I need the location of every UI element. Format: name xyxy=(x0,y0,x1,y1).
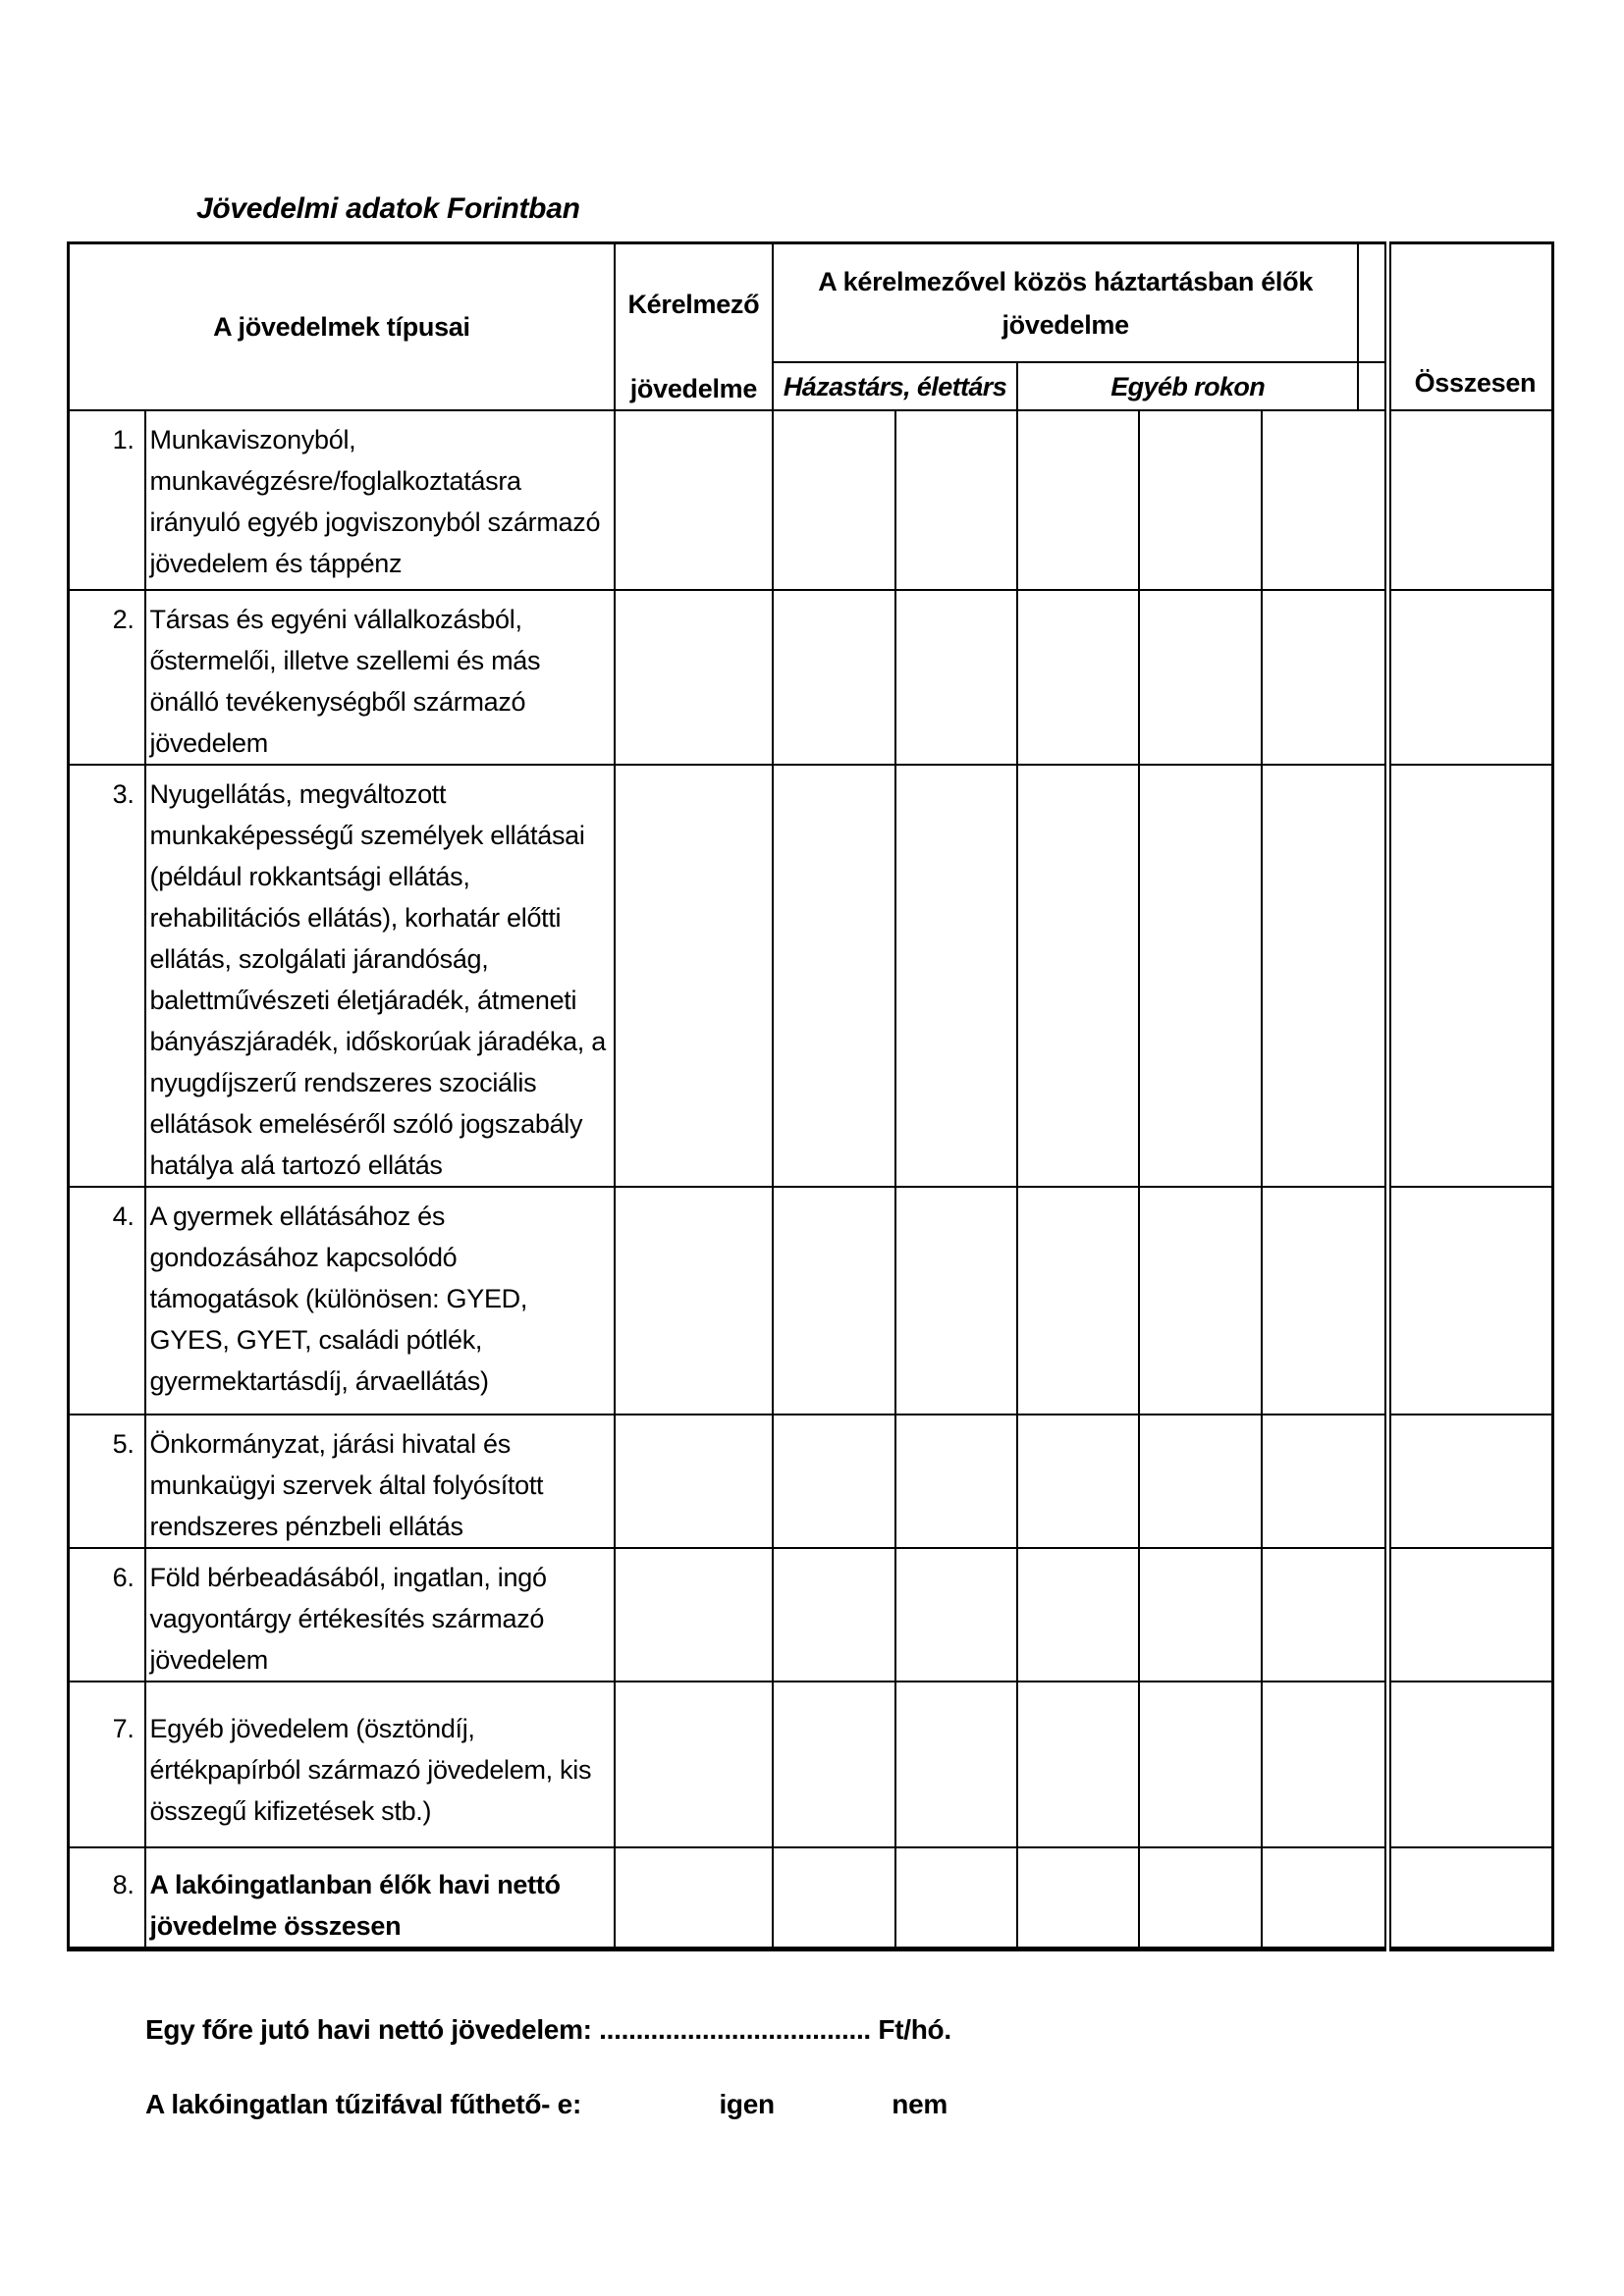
value-cell[interactable] xyxy=(1262,590,1387,765)
firewood-question-line xyxy=(145,2089,1624,2120)
value-cell[interactable] xyxy=(615,1682,773,1847)
value-cell[interactable] xyxy=(1139,410,1262,590)
value-cell-total[interactable] xyxy=(1387,1847,1552,1949)
value-cell[interactable] xyxy=(1017,1847,1139,1949)
value-cell[interactable] xyxy=(1139,1548,1262,1682)
value-cell-total[interactable] xyxy=(1387,765,1552,1187)
value-cell[interactable] xyxy=(773,1847,895,1949)
value-cell[interactable] xyxy=(1139,1847,1262,1949)
income-per-capita-line xyxy=(145,2014,1624,2046)
row-label: Munkaviszonyból, munkavégzésre/foglalkoztatásra irányuló egyéb jogviszonyból származó jövedelem és táppénz xyxy=(145,410,615,590)
row-label: A gyermek ellátásához és gondozásához kapcsolódó támogatások (különösen: GYED, GYES, GYET, családi pótlék, gyermektartásdíj, árvaellátás) xyxy=(145,1187,615,1415)
value-cell[interactable] xyxy=(1017,1682,1139,1847)
value-cell[interactable] xyxy=(1262,1548,1387,1682)
value-cell[interactable] xyxy=(1139,1415,1262,1548)
row-label: Egyéb jövedelem (ösztöndíj, értékpapírból származó jövedelem, kis összegű kifizetések stb.) xyxy=(145,1682,615,1847)
value-cell[interactable] xyxy=(615,1415,773,1548)
table-row xyxy=(69,1415,1553,1548)
value-cell-total[interactable] xyxy=(1387,1187,1552,1415)
value-cell[interactable] xyxy=(773,1548,895,1682)
row-number: 4. xyxy=(69,1187,145,1415)
value-cell[interactable] xyxy=(615,1847,773,1949)
value-cell[interactable] xyxy=(895,1682,1017,1847)
table-row xyxy=(69,410,1553,590)
value-cell[interactable] xyxy=(615,590,773,765)
row-number: 5. xyxy=(69,1415,145,1548)
page-title: Jövedelmi adatok Forintban xyxy=(196,192,580,225)
value-cell[interactable] xyxy=(1017,765,1139,1187)
value-cell[interactable] xyxy=(895,1847,1017,1949)
value-cell[interactable] xyxy=(615,765,773,1187)
income-per-capita-unit: Ft/hó. xyxy=(878,2014,951,2045)
firewood-question-label: A lakóingatlan tűzifával fűthető- e: xyxy=(145,2089,581,2119)
value-cell[interactable] xyxy=(1017,1415,1139,1548)
row-number: 3. xyxy=(69,765,145,1187)
value-cell[interactable] xyxy=(615,1187,773,1415)
value-cell-total[interactable] xyxy=(1387,590,1552,765)
col-header-applicant-line2: jövedelme xyxy=(629,374,758,403)
value-cell[interactable] xyxy=(1262,1187,1387,1415)
value-cell[interactable] xyxy=(1139,765,1262,1187)
value-cell[interactable] xyxy=(1139,1187,1262,1415)
header-spacer-top xyxy=(1358,243,1387,363)
value-cell[interactable] xyxy=(1017,410,1139,590)
value-cell[interactable] xyxy=(1017,1548,1139,1682)
value-cell[interactable] xyxy=(1262,1682,1387,1847)
table-row xyxy=(69,1682,1553,1847)
table-row xyxy=(69,765,1553,1187)
value-cell[interactable] xyxy=(895,765,1017,1187)
value-cell-total[interactable] xyxy=(1387,1682,1552,1847)
value-cell-total[interactable] xyxy=(1387,1415,1552,1548)
value-cell[interactable] xyxy=(895,1415,1017,1548)
col-header-applicant-line1: Kérelmező xyxy=(627,290,760,319)
income-table xyxy=(67,241,1554,1951)
row-label: Föld bérbeadásából, ingatlan, ingó vagyontárgy értékesítés származó jövedelem xyxy=(145,1548,615,1682)
value-cell[interactable] xyxy=(895,410,1017,590)
col-header-total: Összesen xyxy=(1387,243,1552,411)
row-number: 7. xyxy=(69,1682,145,1847)
value-cell[interactable] xyxy=(773,1682,895,1847)
value-cell[interactable] xyxy=(895,590,1017,765)
value-cell[interactable] xyxy=(1262,410,1387,590)
table-row xyxy=(69,1847,1553,1949)
value-cell[interactable] xyxy=(773,410,895,590)
row-label: Önkormányzat, járási hivatal és munkaügyi szervek által folyósított rendszeres pénzbeli ellátás xyxy=(145,1415,615,1548)
col-header-income-types: A jövedelmek típusai xyxy=(69,243,615,411)
row-number: 8. xyxy=(69,1847,145,1949)
value-cell-total[interactable] xyxy=(1387,410,1552,590)
table-row xyxy=(69,1548,1553,1682)
value-cell[interactable] xyxy=(1017,590,1139,765)
option-no[interactable]: nem xyxy=(892,2089,947,2119)
row-label: Társas és egyéni vállalkozásból, őstermelői, illetve szellemi és más önálló tevékenységből származó jövedelem xyxy=(145,590,615,765)
value-cell[interactable] xyxy=(1262,765,1387,1187)
col-header-applicant xyxy=(615,243,773,411)
row-label: A lakóingatlanban élők havi nettó jövedelme összesen xyxy=(145,1847,615,1949)
value-cell[interactable] xyxy=(895,1548,1017,1682)
row-number: 2. xyxy=(69,590,145,765)
option-yes[interactable]: igen xyxy=(719,2089,775,2119)
header-spacer-sub xyxy=(1358,362,1387,410)
value-cell[interactable] xyxy=(1139,590,1262,765)
header-row-top xyxy=(69,243,1553,363)
value-cell[interactable] xyxy=(1262,1847,1387,1949)
value-cell-total[interactable] xyxy=(1387,1548,1552,1682)
value-cell[interactable] xyxy=(895,1187,1017,1415)
value-cell[interactable] xyxy=(773,590,895,765)
col-header-spouse-partner: Házastárs, élettárs xyxy=(773,362,1017,410)
value-cell[interactable] xyxy=(773,1415,895,1548)
row-label: Nyugellátás, megváltozott munkaképességű személyek ellátásai (például rokkantsági ellátás, rehabilitációs ellátás), korhatár előtti ellátás, szolgálati járandóság, balettművészeti életjáradék, átmeneti bányászjáradék, időskorúak járadéka, a nyugdíjszerű rendszeres szociális ellátások emeléséről szóló jogszabály hatálya alá tartozó ellátás xyxy=(145,765,615,1187)
value-cell[interactable] xyxy=(1017,1187,1139,1415)
income-per-capita-label: Egy főre jutó havi nettó jövedelem: xyxy=(145,2014,592,2045)
table-row xyxy=(69,1187,1553,1415)
value-cell[interactable] xyxy=(1139,1682,1262,1847)
value-cell[interactable] xyxy=(1262,1415,1387,1548)
table-row xyxy=(69,590,1553,765)
col-header-household-group: A kérelmezővel közös háztartásban élők jövedelme xyxy=(773,243,1358,363)
fill-in-dots[interactable]: ..................................... xyxy=(599,2014,871,2045)
row-number: 6. xyxy=(69,1548,145,1682)
value-cell[interactable] xyxy=(615,1548,773,1682)
row-number: 1. xyxy=(69,410,145,590)
value-cell[interactable] xyxy=(773,765,895,1187)
value-cell[interactable] xyxy=(773,1187,895,1415)
col-header-other-relative: Egyéb rokon xyxy=(1017,362,1358,410)
value-cell[interactable] xyxy=(615,410,773,590)
